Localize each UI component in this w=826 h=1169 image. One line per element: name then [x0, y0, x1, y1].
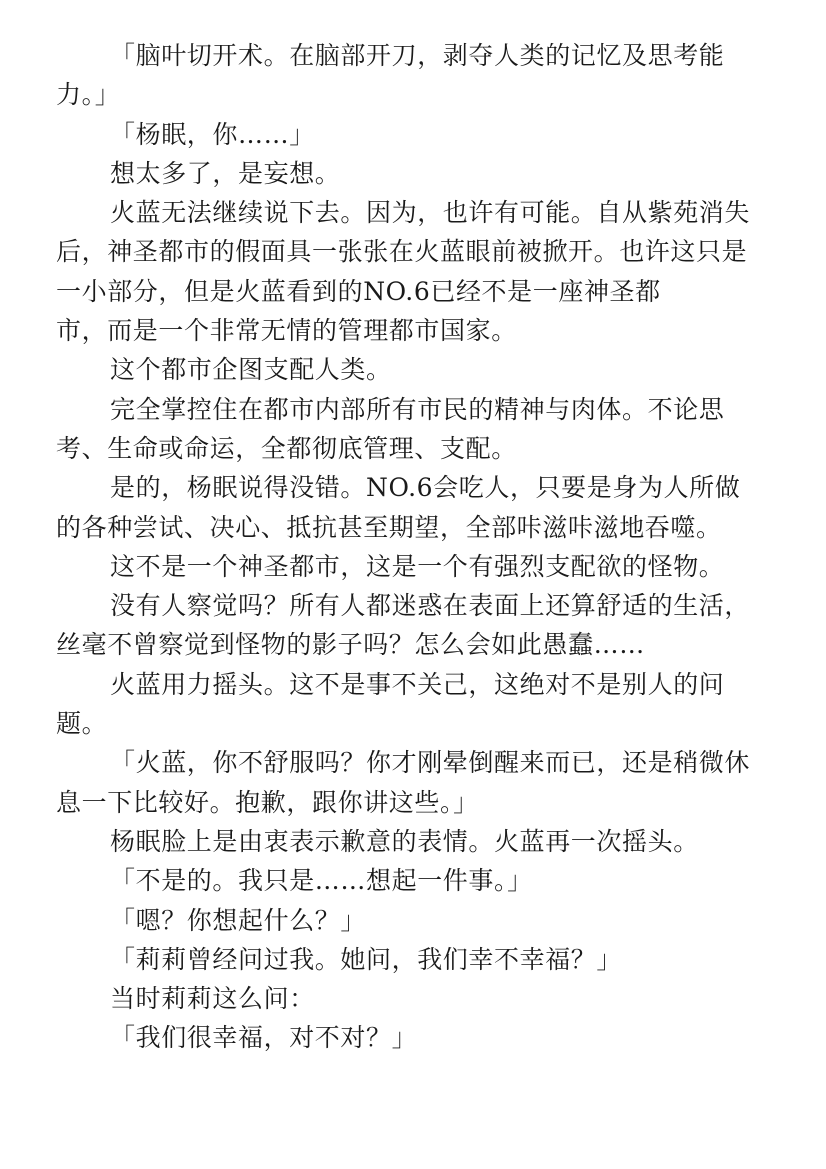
paragraph-1: 「脑叶切开术。在脑部开刀，剥夺人类的记忆及思考能力。」: [56, 41, 725, 110]
paragraph-3: 想太多了，是妄想。: [110, 158, 341, 188]
paragraph-13: 「不是的。我只是……想起一件事。」: [110, 866, 533, 896]
paragraph-16: 当时莉莉这么问：: [110, 984, 315, 1014]
paragraph-17: 「我们很幸福，对不对？」: [110, 1023, 418, 1053]
paragraph-12: 杨眠脸上是由衷表示歉意的表情。火蓝再一次摇头。: [110, 826, 699, 856]
paragraph-9: 没有人察觉吗？所有人都迷惑在表面上还算舒适的生活，丝毫不曾察觉到怪物的影子吗？怎么会如此愚蠢……: [56, 591, 751, 660]
paragraph-6: 完全掌控住在都市内部所有市民的精神与肉体。不论思考、生命或命运，全都彻底管理、支配。: [56, 394, 725, 463]
paragraph-14: 「嗯？你想起什么？」: [110, 905, 367, 935]
paragraph-15: 「莉莉曾经问过我。她问，我们幸不幸福？」: [110, 944, 623, 974]
paragraph-2: 「杨眠，你……」: [110, 119, 315, 149]
document-page: [56, 36, 756, 1058]
paragraph-11: 「火蓝，你不舒服吗？你才刚晕倒醒来而已，还是稍微休息一下比较好。抱歉，跟你讲这些。」: [56, 748, 751, 817]
paragraph-4: 火蓝无法继续说下去。因为，也许有可能。自从紫苑消失后，神圣都市的假面具一张张在火蓝眼前被掀开。也许这只是一小部分，但是火蓝看到的NO.6已经不是一座神圣都 市，而是一个非常无情的管理都市国家。: [56, 198, 751, 346]
paragraph-10: 火蓝用力摇头。这不是事不关己，这绝对不是别人的问题。: [56, 669, 725, 739]
paragraph-7: 是的，杨眠说得没错。NO.6会吃人，只要是身为人所做的各种尝试、决心、抵抗甚至期望，全部咔滋咔滋地吞噬。: [56, 473, 741, 542]
paragraph-8: 这不是一个神圣都市，这是一个有强烈支配欲的怪物。: [110, 551, 725, 581]
paragraph-5: 这个都市企图支配人类。: [110, 355, 392, 385]
